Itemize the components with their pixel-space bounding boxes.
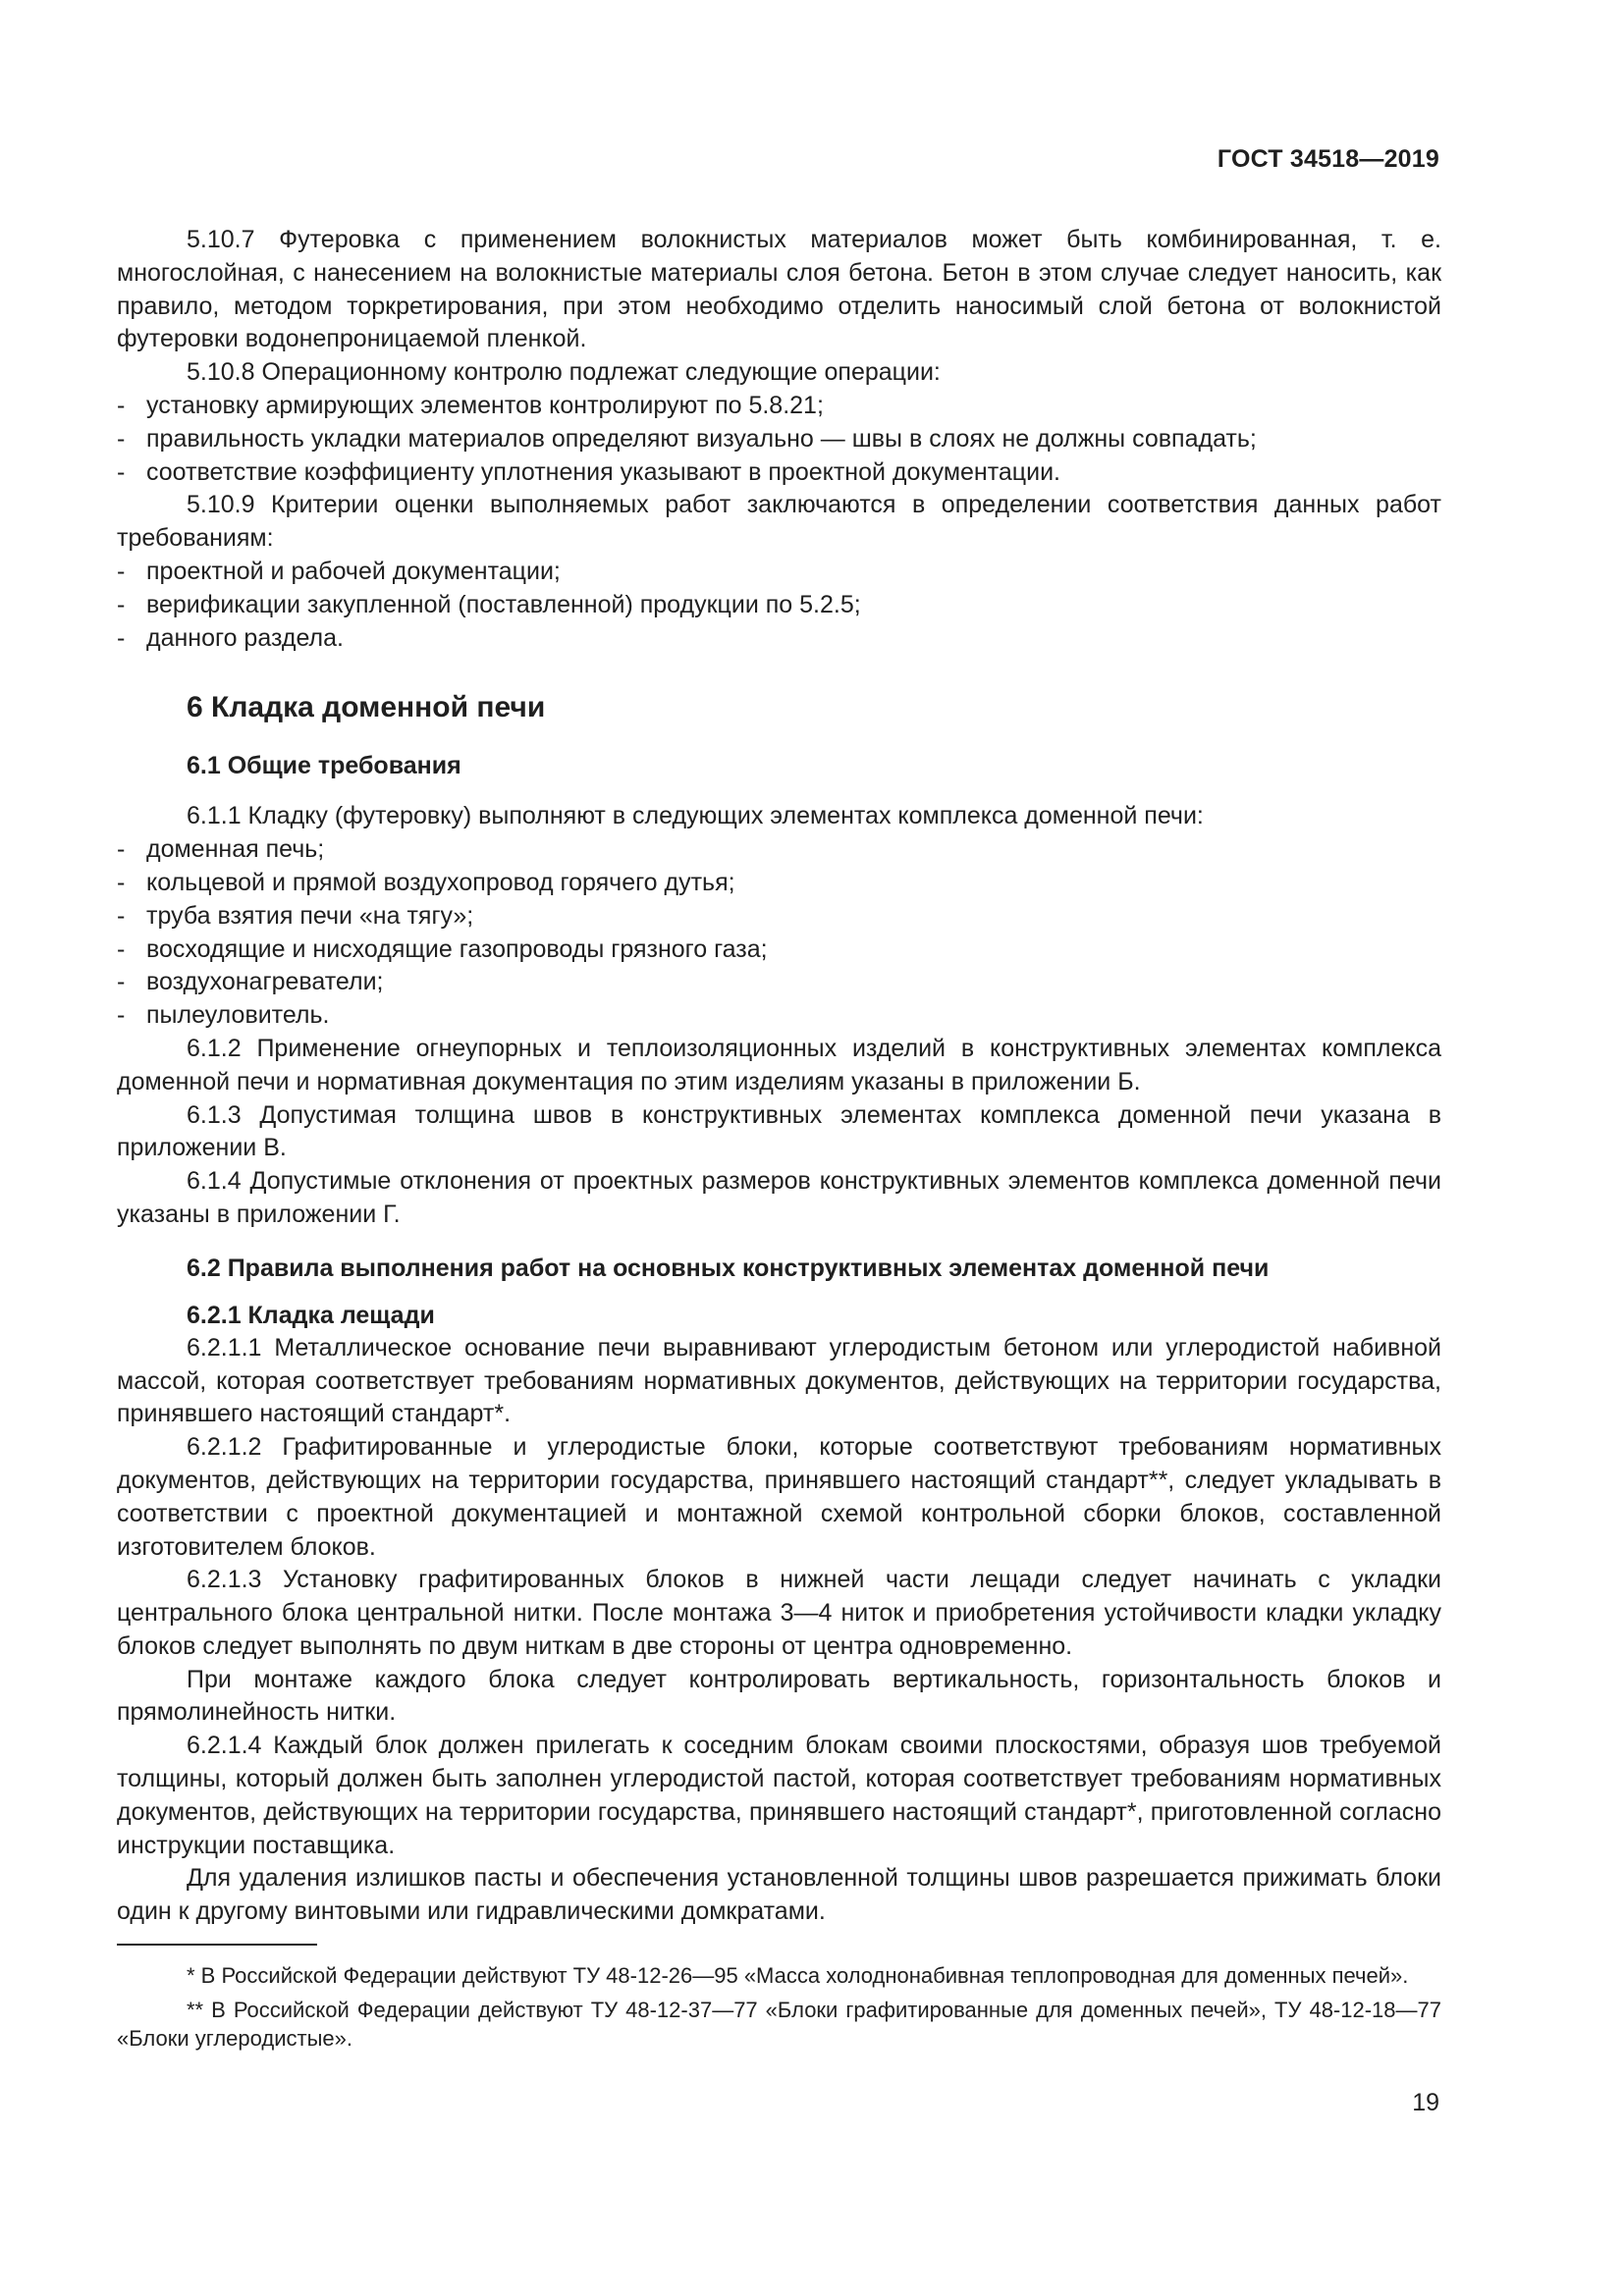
list-item-text: доменная печь; xyxy=(146,835,325,864)
footnote-separator xyxy=(117,1944,317,1946)
list-item xyxy=(117,966,1441,999)
list-item-text: восходящие и нисходящие газопроводы грязного газа; xyxy=(146,934,768,963)
list-item-text: соответствие коэффициенту уплотнения указывают в проектной документации. xyxy=(146,457,1061,486)
list-item-text: пылеуловитель. xyxy=(146,1001,330,1030)
list-marker: - xyxy=(117,868,126,896)
list-marker: - xyxy=(117,968,126,996)
clause-heading: 6.2.1 Кладка лещади xyxy=(187,1301,435,1329)
list-marker: - xyxy=(117,934,126,963)
footnote: ** В Российской Федерации действуют ТУ 48-12-37—77 «Блоки графитированные для доменных печей», ТУ 48-12-18—77 «Блоки углеродистые». xyxy=(117,1998,1441,2051)
list-marker: - xyxy=(117,1001,126,1030)
paragraph: 6.2.1.2 Графитированные и углеродистые блоки, которые соответствуют требованиям нормативных документов, действующих на территории государства, принявшего настоящий стандарт**, следует укладывать в соответствии с проектной документацией и монтажной схемой контрольной сборки блоков, составленной изготовителем блоков. xyxy=(117,1433,1441,1561)
paragraph: 6.1.4 Допустимые отклонения от проектных размеров конструктивных элементов комплекса доменной печи указаны в приложении Г. xyxy=(117,1167,1441,1228)
list-item-text: проектной и рабочей документации; xyxy=(146,557,561,585)
list-marker: - xyxy=(117,424,126,453)
list-marker: - xyxy=(117,590,126,618)
paragraph: 5.10.7 Футеровка с применением волокнистых материалов может быть комбинированная, т. е. многослойная, с нанесением на волокнистые материалы слоя бетона. Бетон в этом случае следует наносить, как правило, методом торкретирования, при этом необходимо отделить наносимый слой бетона от волокнистой футеровки водонепроницаемой пленкой. xyxy=(117,226,1441,353)
list-item-text: установку армирующих элементов контролируют по 5.8.21; xyxy=(146,391,824,419)
subsection-heading: 6.1 Общие требования xyxy=(187,752,461,780)
subsection-heading: 6.2 Правила выполнения работ на основных конструктивных элементах доменной печи xyxy=(187,1254,1270,1282)
list-item xyxy=(117,456,1441,490)
footnote: * В Российской Федерации действуют ТУ 48-12-26—95 «Масса холоднонабивная теплопроводная для доменных печей». xyxy=(187,1963,1409,1988)
list-item-text: правильность укладки материалов определяют визуально — швы в слоях не должны совпадать; xyxy=(146,424,1257,453)
list-item-text: данного раздела. xyxy=(146,623,344,652)
paragraph: 5.10.9 Критерии оценки выполняемых работ заключаются в определении соответствия данных работ требованиям: xyxy=(117,491,1441,553)
list-marker: - xyxy=(117,557,126,585)
list-item xyxy=(117,556,1441,589)
paragraph: Для удаления излишков пасты и обеспечения установленной толщины швов разрешается прижимать блоки один к другому винтовыми или гидравлическими домкратами. xyxy=(117,1864,1441,1926)
paragraph: 6.1.1 Кладку (футеровку) выполняют в следующих элементах комплекса доменной печи: xyxy=(187,802,1204,830)
footnotes xyxy=(117,1961,1441,2058)
paragraph: При монтаже каждого блока следует контролировать вертикальность, горизонтальность блоков и прямолинейность нитки. xyxy=(117,1665,1441,1727)
section-heading: 6 Кладка доменной печи xyxy=(187,691,546,724)
list-item xyxy=(117,934,1441,967)
list-item xyxy=(117,999,1441,1033)
main-text xyxy=(117,224,1441,1929)
list-item-text: воздухонагреватели; xyxy=(146,968,384,996)
paragraph: 6.2.1.1 Металлическое основание печи выравнивают углеродистым бетоном или углеродистой набивной массой, которая соответствует требованиям нормативных документов, действующих на территории государства, принявшего настоящий стандарт*. xyxy=(117,1333,1441,1428)
list-item-text: верификации закупленной (поставленной) продукции по 5.2.5; xyxy=(146,590,861,618)
document-code-header: ГОСТ 34518—2019 xyxy=(1217,145,1439,173)
list-marker: - xyxy=(117,457,126,486)
list-item xyxy=(117,423,1441,456)
list-item-text: кольцевой и прямой воздухопровод горячего дутья; xyxy=(146,868,735,896)
list-item xyxy=(117,833,1441,867)
paragraph: 6.1.2 Применение огнеупорных и теплоизоляционных изделий в конструктивных элементах комплекса доменной печи и нормативная документация по этим изделиям указаны в приложении Б. xyxy=(117,1034,1441,1095)
paragraph: 6.2.1.3 Установку графитированных блоков в нижней части лещади следует начинать с укладки центрального блока центральной нитки. После монтажа 3—4 ниток и приобретения устойчивости кладки укладку блоков следует выполнять по двум ниткам в две стороны от центра одновременно. xyxy=(117,1566,1441,1660)
list-marker: - xyxy=(117,901,126,930)
paragraph: 6.2.1.4 Каждый блок должен прилегать к соседним блокам своими плоскостями, образуя шов требуемой толщины, который должен быть заполнен углеродистой пастой, которая соответствует требованиям нормативных документов, действующих на территории государства, принявшего настоящий стандарт*, приготовленной согласно инструкции поставщика. xyxy=(117,1732,1441,1859)
paragraph: 6.1.3 Допустимая толщина швов в конструктивных элементах комплекса доменной печи указана в приложении В. xyxy=(117,1100,1441,1162)
list-item xyxy=(117,622,1441,656)
list-marker: - xyxy=(117,835,126,864)
list-item xyxy=(117,589,1441,622)
list-item xyxy=(117,867,1441,900)
list-item xyxy=(117,900,1441,934)
list-marker: - xyxy=(117,391,126,419)
list-item-text: труба взятия печи «на тягу»; xyxy=(146,901,474,930)
page-number: 19 xyxy=(1412,2089,1439,2116)
list-marker: - xyxy=(117,623,126,652)
list-item xyxy=(117,390,1441,423)
paragraph: 5.10.8 Операционному контролю подлежат следующие операции: xyxy=(187,358,941,387)
